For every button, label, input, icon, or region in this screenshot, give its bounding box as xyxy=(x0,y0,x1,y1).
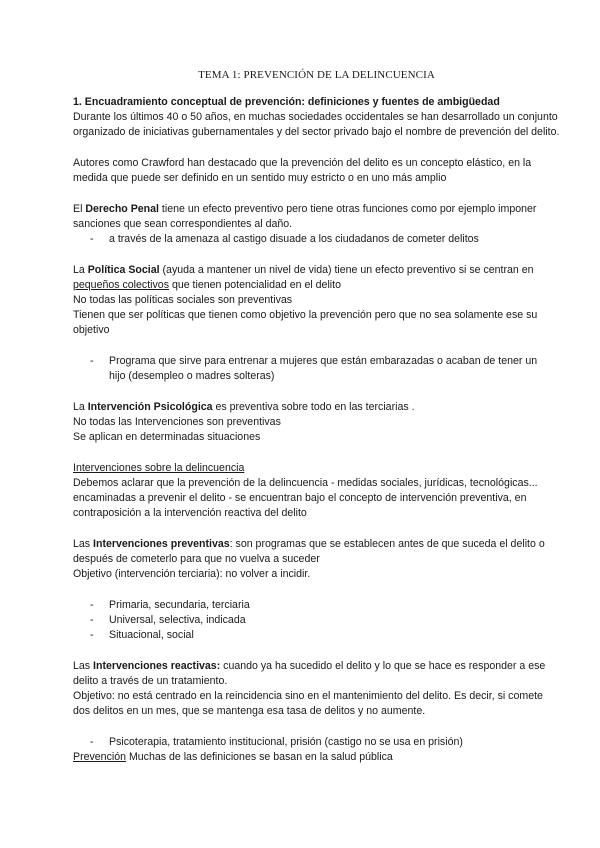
term-intervencion-psicologica: Intervención Psicológica xyxy=(87,401,213,413)
paragraph-intro: Durante los últimos 40 o 50 años, en muchas sociedades occidentales se han desarrollado un conjunto organizado de iniciativas gubernamentales y del sector privado bajo el nombre de prevención del delito. xyxy=(73,111,560,138)
section-heading: 1. Encuadramiento conceptual de prevención: definiciones y fuentes de ambigüedad xyxy=(73,96,500,108)
term-politica-social: Política Social xyxy=(87,264,160,276)
list-item: - Situacional, social xyxy=(73,628,560,643)
paragraph-intervenciones-reactivas: Las Intervenciones reactivas: cuando ya ha sucedido el delito y lo que se hace es responder a ese delito a través de un tratamiento. xyxy=(73,660,546,687)
paragraph-intervencion-psicologica: La Intervención Psicológica es preventiva sobre todo en las terciarias . xyxy=(73,401,415,413)
list-item: - Universal, selectiva, indicada xyxy=(73,613,560,628)
underlined-text: pequeños colectivos xyxy=(73,279,169,291)
paragraph-line: No todas las políticas sociales son preventivas xyxy=(73,294,293,306)
paragraph-intervenciones-preventivas: Las Intervenciones preventivas: son programas que se establecen antes de que suceda el delito o después de cometerlo para que no vuelva a suceder xyxy=(73,538,545,565)
list-item: - Primaria, secundaria, terciaria xyxy=(73,598,560,613)
paragraph-line: No todas las Intervenciones son preventivas xyxy=(73,416,281,428)
paragraph-crawford: Autores como Crawford han destacado que la prevención del delito es un concepto elástico, en la medida que puede ser definido en un sentido muy estricto o en uno más amplio xyxy=(73,157,532,184)
list-derecho-penal xyxy=(73,232,560,247)
paragraph-derecho-penal: El Derecho Penal tiene un efecto preventivo pero tiene otras funciones como por ejemplo imponer sanciones que sean correspondientes al daño. xyxy=(73,203,537,230)
page-title: TEMA 1: PREVENCIÓN DE LA DELINCUENCIA xyxy=(198,69,435,81)
term-derecho-penal: Derecho Penal xyxy=(85,203,159,215)
term-intervenciones-reactivas: Intervenciones reactivas: xyxy=(93,660,221,672)
list-intervenciones-reactivas xyxy=(73,735,560,750)
paragraph-objetivo: Objetivo: no está centrado en la reincidencia sino en el mantenimiento del delito. Es decir, si comete dos delitos en un mes, que se mantenga esa tasa de delitos y no aumente. xyxy=(73,690,543,717)
paragraph-prevencion: Prevención Muchas de las definiciones se basan en la salud pública xyxy=(73,751,393,763)
list-item: - Psicoterapia, tratamiento institucional, prisión (castigo no se usa en prisión) xyxy=(73,735,560,750)
paragraph-line: Tienen que ser políticas que tienen como objetivo la prevención pero que no sea solamente ese su objetivo xyxy=(73,309,538,336)
list-item: - a través de la amenaza al castigo disuade a los ciudadanos de cometer delitos xyxy=(73,232,560,247)
underlined-text: Prevención xyxy=(73,751,126,763)
list-item: - Programa que sirve para entrenar a mujeres que están embarazadas o acaban de tener un hijo (desempleo o madres solteras) xyxy=(73,354,560,384)
paragraph-line: Se aplican en determinadas situaciones xyxy=(73,431,261,443)
list-politica-social xyxy=(73,354,560,384)
list-intervenciones-preventivas xyxy=(73,598,560,643)
subheading-intervenciones: Intervenciones sobre la delincuencia xyxy=(73,462,245,474)
paragraph-objetivo: Objetivo (intervención terciaria): no volver a incidir. xyxy=(73,568,311,580)
paragraph-intervenciones: Debemos aclarar que la prevención de la delincuencia - medidas sociales, jurídicas, tecnológicas... encaminadas a prevenir el delito - se encuentran bajo el concepto de intervención preventiva, en contraposición a la intervención reactiva del delito xyxy=(73,477,538,519)
paragraph-politica-social: La Política Social (ayuda a mantener un nivel de vida) tiene un efecto preventivo si se centran en pequeños colectivos que tienen potencialidad en el delito xyxy=(73,264,534,291)
term-intervenciones-preventivas: Intervenciones preventivas xyxy=(93,538,230,550)
